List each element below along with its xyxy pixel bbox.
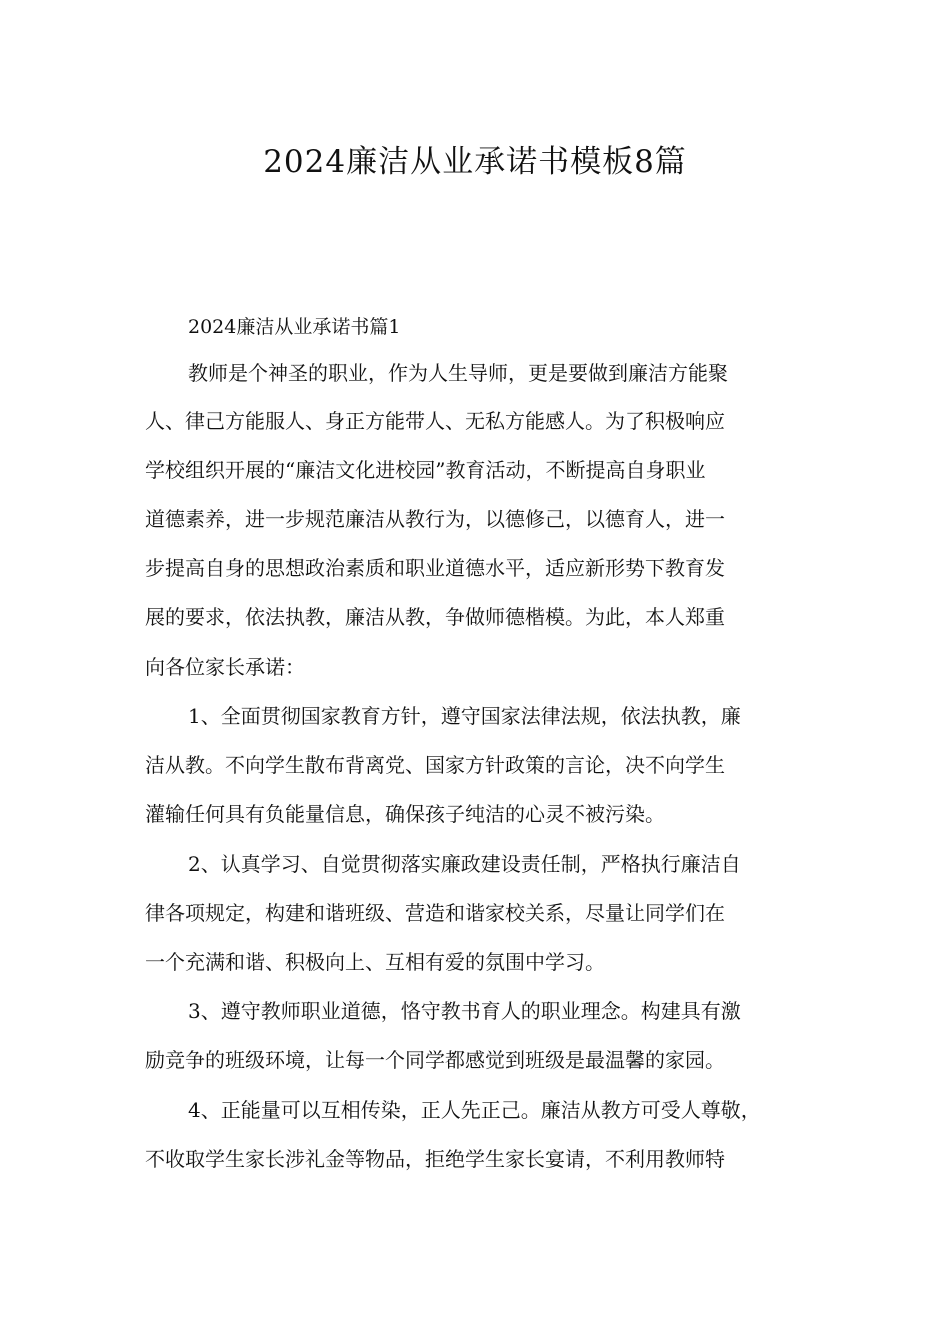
- paragraph-line: 2、认真学习、自觉贯彻落实廉政建设责任制，严格执行廉洁自: [188, 852, 741, 876]
- paragraph-line: 不收取学生家长涉礼金等物品，拒绝学生家长宴请，不利用教师特: [145, 1147, 725, 1171]
- paragraph-line: 学校组织开展的“廉洁文化进校园”教育活动，不断提高自身职业: [145, 458, 706, 482]
- paragraph-line: 灌输任何具有负能量信息，确保孩子纯洁的心灵不被污染。: [145, 802, 665, 826]
- section-heading: 2024廉洁从业承诺书篇1: [188, 316, 401, 338]
- paragraph-line: 向各位家长承诺：: [145, 655, 305, 679]
- paragraph-line: 4、正能量可以互相传染，正人先正己。廉洁从教方可受人尊敬，: [188, 1098, 761, 1122]
- paragraph-line: 道德素养，进一步规范廉洁从教行为，以德修己，以德育人，进一: [145, 507, 725, 531]
- paragraph-line: 励竞争的班级环境，让每一个同学都感觉到班级是最温馨的家园。: [145, 1048, 725, 1072]
- paragraph-line: 教师是个神圣的职业，作为人生导师，更是要做到廉洁方能聚: [188, 361, 728, 385]
- paragraph-line: 3、遵守教师职业道德，恪守教书育人的职业理念。构建具有激: [188, 999, 741, 1023]
- paragraph-line: 步提高自身的思想政治素质和职业道德水平，适应新形势下教育发: [145, 556, 725, 580]
- paragraph-line: 一个充满和谐、积极向上、互相有爱的氛围中学习。: [145, 950, 605, 974]
- paragraph-line: 展的要求，依法执教，廉洁从教，争做师德楷模。为此，本人郑重: [145, 605, 725, 629]
- paragraph-line: 人、律己方能服人、身正方能带人、无私方能感人。为了积极响应: [145, 409, 725, 433]
- paragraph-line: 洁从教。不向学生散布背离党、国家方针政策的言论，决不向学生: [145, 753, 725, 777]
- paragraph-line: 1、全面贯彻国家教育方针，遵守国家法律法规，依法执教，廉: [188, 704, 741, 728]
- paragraph-line: 律各项规定，构建和谐班级、营造和谐家校关系，尽量让同学们在: [145, 901, 725, 925]
- document-title: 2024廉洁从业承诺书模板8篇: [263, 144, 687, 180]
